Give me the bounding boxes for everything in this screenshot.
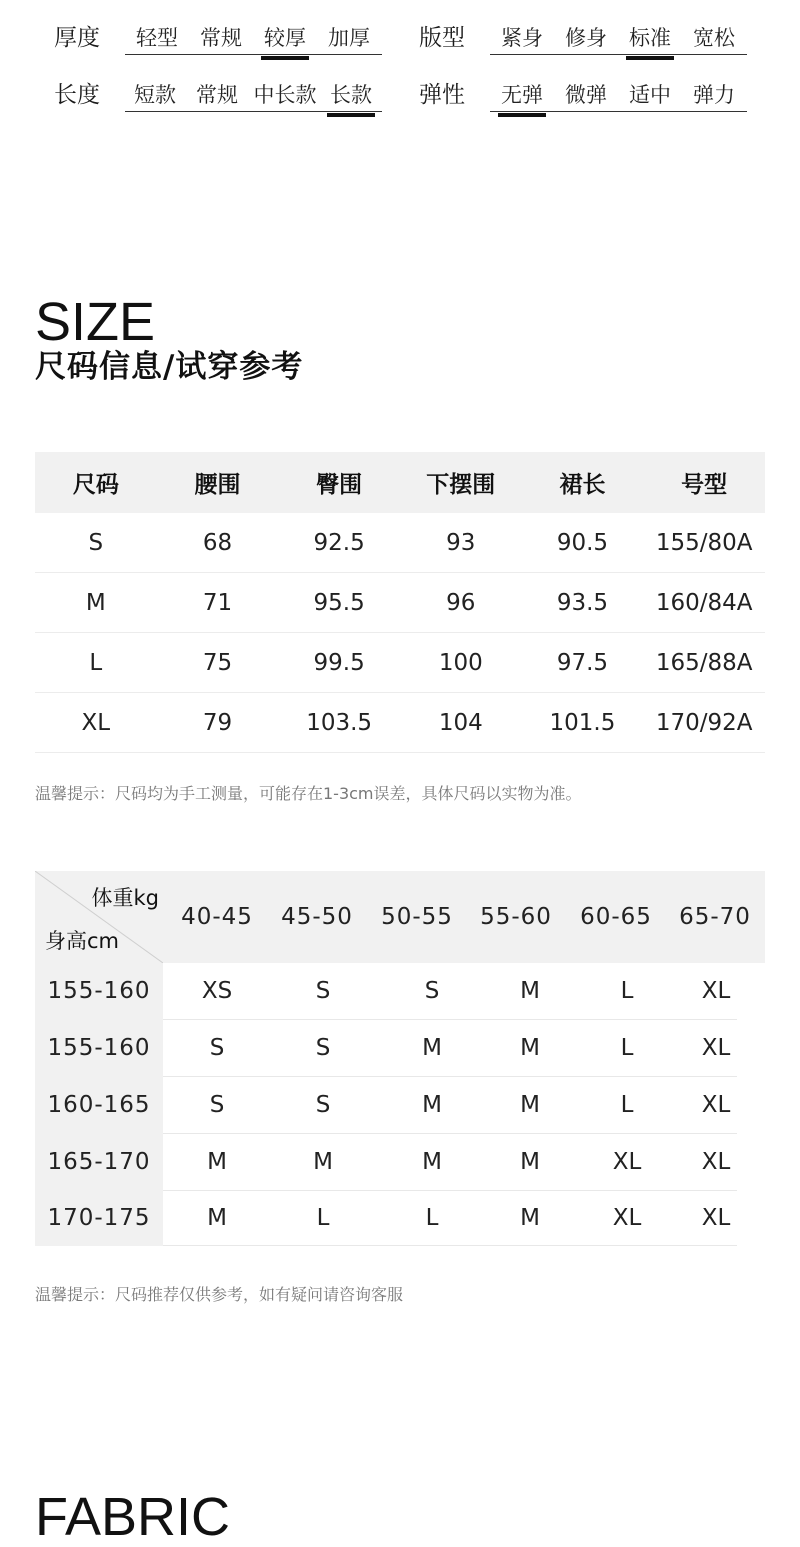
size-cell: S — [315, 978, 331, 1004]
elasticity-option[interactable]: 微弹 — [565, 83, 607, 107]
table-cell: 101.5 — [522, 693, 644, 753]
thickness-label: 厚度 — [54, 25, 100, 51]
weight-axis-label: 体重kg — [91, 886, 159, 910]
size-cell: M — [207, 1149, 227, 1175]
size-cell: M — [520, 1035, 540, 1061]
recommend-row — [35, 1191, 765, 1246]
table-cell: 160/84A — [643, 573, 765, 633]
length-option[interactable]: 常规 — [196, 83, 238, 107]
table-cell: L — [35, 633, 157, 693]
size-cell: M — [520, 978, 540, 1004]
fabric-title: FABRIC — [35, 1487, 231, 1547]
table-row — [35, 633, 765, 693]
elasticity-label: 弹性 — [419, 82, 465, 108]
recommend-row — [35, 1077, 765, 1134]
thickness-option[interactable]: 常规 — [200, 26, 242, 50]
size-cell: XL — [701, 1035, 731, 1061]
table-cell: 96 — [400, 573, 522, 633]
size-cell: L — [620, 1035, 634, 1061]
table-cell: 90.5 — [522, 513, 644, 573]
table-cell: 75 — [157, 633, 279, 693]
fit-option[interactable]: 宽松 — [693, 26, 735, 50]
size-cell: M — [422, 1035, 442, 1061]
recommend-row — [35, 1020, 765, 1077]
elasticity-options — [490, 81, 747, 112]
size-table-header-row — [35, 452, 765, 513]
table-cell: 71 — [157, 573, 279, 633]
size-cell: S — [315, 1035, 331, 1061]
size-cell: M — [313, 1149, 333, 1175]
fit-label: 版型 — [419, 25, 465, 51]
size-cell: M — [520, 1149, 540, 1175]
recommend-table — [35, 871, 765, 1246]
table-cell: S — [35, 513, 157, 573]
elasticity-option-selected[interactable]: 无弹 — [498, 81, 546, 109]
thickness-option-selected[interactable]: 较厚 — [261, 24, 309, 52]
height-range-cell: 170-175 — [35, 1191, 163, 1246]
weight-range-header: 50-55 — [381, 904, 453, 930]
thickness-options — [125, 24, 382, 55]
size-cell: M — [207, 1205, 227, 1231]
weight-range-header: 60-65 — [580, 904, 652, 930]
table-row — [35, 573, 765, 633]
corner-cell — [35, 871, 163, 963]
elasticity-option[interactable]: 适中 — [629, 83, 671, 107]
weight-range-header: 45-50 — [281, 904, 353, 930]
recommend-table-note: 温馨提示：尺码推荐仅供参考，如有疑问请咨询客服 — [35, 1285, 404, 1304]
length-option[interactable]: 短款 — [134, 83, 176, 107]
thickness-option[interactable]: 加厚 — [328, 26, 370, 50]
size-cell: XL — [701, 1149, 731, 1175]
size-cell: XL — [701, 1092, 731, 1118]
height-axis-label: 身高cm — [45, 929, 120, 953]
height-range-cell: 165-170 — [35, 1134, 163, 1191]
table-cell: 93 — [400, 513, 522, 573]
size-cell: L — [620, 1092, 634, 1118]
table-cell: 170/92A — [643, 693, 765, 753]
table-cell: 95.5 — [278, 573, 400, 633]
table-cell: 97.5 — [522, 633, 644, 693]
table-cell: 155/80A — [643, 513, 765, 573]
size-cell: XL — [612, 1149, 642, 1175]
size-cell: L — [316, 1205, 330, 1231]
recommend-row — [35, 1134, 765, 1191]
weight-range-header: 55-60 — [480, 904, 552, 930]
table-cell: 93.5 — [522, 573, 644, 633]
length-options — [125, 81, 382, 112]
size-cell: S — [424, 978, 440, 1004]
header-hip: 臀围 — [278, 452, 400, 513]
size-cell: M — [422, 1149, 442, 1175]
table-cell: 165/88A — [643, 633, 765, 693]
elasticity-option[interactable]: 弹力 — [693, 83, 735, 107]
thickness-option[interactable]: 轻型 — [136, 26, 178, 50]
size-cell: XL — [612, 1205, 642, 1231]
height-range-cell: 155-160 — [35, 963, 163, 1020]
fit-option[interactable]: 紧身 — [501, 26, 543, 50]
size-table-note: 温馨提示：尺码均为手工测量，可能存在1-3cm误差，具体尺码以实物为准。 — [35, 784, 582, 803]
size-title: SIZE — [35, 292, 156, 352]
fit-option[interactable]: 修身 — [565, 26, 607, 50]
size-cell: L — [425, 1205, 439, 1231]
size-cell: XL — [701, 1205, 731, 1231]
recommend-row — [35, 963, 765, 1020]
header-waist: 腰围 — [157, 452, 279, 513]
size-cell: S — [315, 1092, 331, 1118]
header-hem: 下摆围 — [400, 452, 522, 513]
size-subtitle: 尺码信息/试穿参考 — [35, 349, 304, 385]
header-skirt-length: 裙长 — [522, 452, 644, 513]
size-cell: M — [520, 1092, 540, 1118]
header-size: 尺码 — [35, 452, 157, 513]
size-table — [35, 452, 765, 753]
table-row — [35, 513, 765, 573]
size-cell: S — [209, 1092, 225, 1118]
table-cell: 100 — [400, 633, 522, 693]
table-cell: XL — [35, 693, 157, 753]
fit-options — [490, 24, 747, 55]
table-cell: 79 — [157, 693, 279, 753]
row-divider — [163, 1245, 737, 1246]
length-option[interactable]: 中长款 — [253, 83, 317, 107]
size-cell: S — [209, 1035, 225, 1061]
header-body-type: 号型 — [643, 452, 765, 513]
recommend-header-row — [35, 871, 765, 963]
size-cell: XS — [201, 978, 233, 1004]
table-cell: 104 — [400, 693, 522, 753]
height-range-cell: 155-160 — [35, 1020, 163, 1077]
table-cell: 99.5 — [278, 633, 400, 693]
fit-option-selected[interactable]: 标准 — [626, 24, 674, 52]
table-cell: 68 — [157, 513, 279, 573]
length-label: 长度 — [54, 82, 100, 108]
length-option-selected[interactable]: 长款 — [327, 81, 375, 109]
size-cell: L — [620, 978, 634, 1004]
size-cell: M — [422, 1092, 442, 1118]
table-cell: 92.5 — [278, 513, 400, 573]
table-cell: M — [35, 573, 157, 633]
height-range-cell: 160-165 — [35, 1077, 163, 1134]
table-row — [35, 693, 765, 753]
size-cell: XL — [701, 978, 731, 1004]
weight-range-header: 65-70 — [679, 904, 751, 930]
weight-range-header: 40-45 — [181, 904, 253, 930]
table-cell: 103.5 — [278, 693, 400, 753]
size-cell: M — [520, 1205, 540, 1231]
